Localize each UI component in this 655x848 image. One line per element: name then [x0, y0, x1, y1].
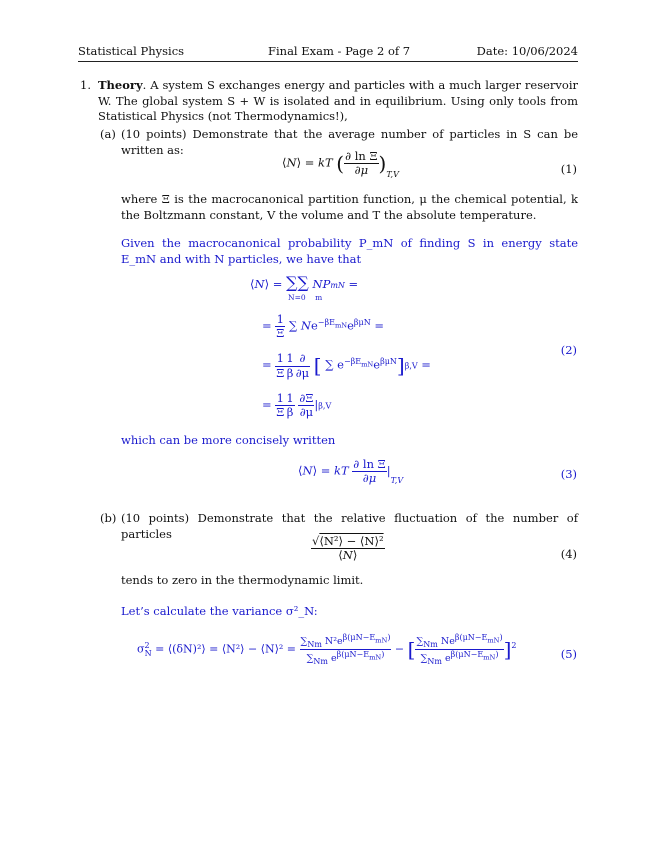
equation-2: ⟨N⟩ = ∑∑ NPmN = N=0 m = $\frac{1}{\Xi}$ ∑ $Ne^{-\beta E_{mN}}e^{\beta\mu N}$ = = $\frac{1}{\Xi}$ $\frac{1}{\beta}$ $\frac{\partial}{\partial\mu}$ [ ∑ $e^{-\beta E_{mN}}e^{\beta\mu N}]\beta,V$ = = $\frac{1}{\Xi}$ $\frac{1}{\beta}$ $\frac{\partial\Xi}{\partial\mu}$ |β,V	[250, 273, 431, 420]
eq-number-4: (4)	[560, 547, 577, 561]
eq2-line-4: = $\frac{1}{\Xi}$ $\frac{1}{\beta}$ $\frac{\partial\Xi}{\partial\mu}$ |β,V	[262, 390, 332, 420]
part-a-statement: (10 points) Demonstrate that the average number of particles in S can be written as:	[121, 127, 578, 157]
header-rule	[78, 61, 578, 62]
part-a-answer-intro: Given the macrocanonical probability P_mN of finding S in energy state E_mN and with N particles, we have that	[121, 236, 578, 266]
part-a-label: (a)	[100, 127, 116, 141]
problem-title: Theory	[98, 78, 143, 92]
problem-intro-text: . A system S exchanges energy and particles with a much larger reservoir W. The global system S + W is isolated and in equilibrium. Using only tools from Statistical Physics (not Thermodynamics!),	[98, 78, 578, 123]
course-title: Statistical Physics	[78, 44, 185, 58]
eq-number-1: (1)	[560, 162, 577, 176]
exam-date: Date: 10/06/2024	[476, 44, 578, 58]
eq2-line-2: = $\frac{1}{\Xi}$ ∑ $Ne^{-\beta E_{mN}}e^{\beta\mu N}$ =	[262, 312, 385, 341]
page-indicator: Final Exam - Page 2 of 7	[268, 44, 411, 58]
page-header	[78, 44, 578, 60]
equation-3: ⟨N⟩ = kT $\frac{\text{∂ ln Ξ}}{\partial\mu}$ $|_{T,V}$	[298, 457, 404, 486]
part-b-after: tends to zero in the thermodynamic limit.	[121, 573, 364, 587]
part-a-where: where Ξ is the macrocanonical partition function, μ the chemical potential, k the Boltzmann constant, V the volume and T the absolute temperature.	[121, 192, 578, 222]
eq-number-5: (5)	[560, 647, 577, 661]
eq2-line-1: ⟨N⟩ = ∑∑ NPmN =	[250, 273, 359, 292]
part-b-statement: (10 points) Demonstrate that the relative fluctuation of the number of particles	[121, 511, 578, 541]
equation-1: ⟨N⟩ = kT ( $\frac{\text{∂ ln Ξ}}{\partial\mu}$ )$_{T,V}$	[282, 149, 399, 179]
eq2-line-3: = $\frac{1}{\Xi}$ $\frac{1}{\beta}$ $\frac{\partial}{\partial\mu}$ [ ∑ $e^{-\beta E_{mN}}e^{\beta\mu N}]\beta,V$ =	[262, 351, 431, 380]
part-b-label: (b)	[100, 511, 117, 525]
problem-intro	[98, 78, 578, 125]
part-b-answer-intro: Let’s calculate the variance σ²_N:	[121, 604, 318, 618]
equation-4: $\frac{\text{√⟨N²⟩ − ⟨N⟩²}}{⟨N⟩}$	[312, 534, 384, 563]
problem-number: 1.	[80, 78, 91, 92]
eq-number-2: (2)	[560, 343, 577, 357]
equation-5: $\sigma^2_N$ = ⟨(δN)²⟩ = ⟨N²⟩ − ⟨N⟩² = $\frac{\sum_{Nm} N^2e^{\beta(\mu N-E_{mN})}}{\sum_{Nm} e^{\beta(\mu N-E_{mN})}}$ − [ $\frac{\sum_{Nm} Ne^{\beta(\mu N-E_{mN})}}{\sum_{Nm} e^{\beta(\mu N-E_{mN})}}$ ]$^2$	[137, 633, 517, 667]
eq-number-3: (3)	[560, 467, 577, 481]
part-a-answer-more: which can be more concisely written	[121, 433, 336, 447]
